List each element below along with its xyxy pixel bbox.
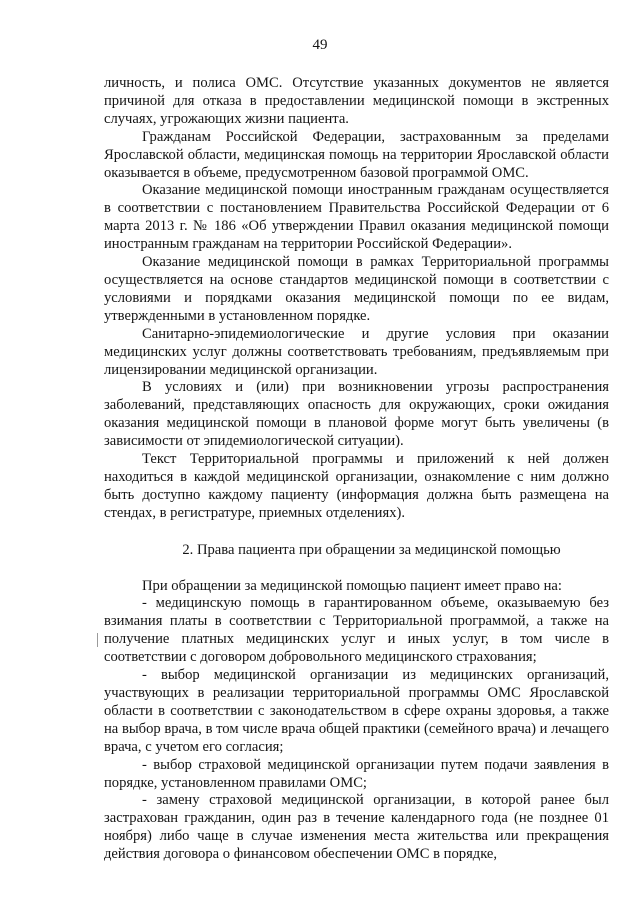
- page-number: 49: [312, 37, 328, 53]
- list-item: - выбор медицинской организации из медицинских организаций, участвующих в реализации территориальной программы ОМС Ярославской области в соответствии с законодательством в сфере охраны здоровья, а также на выбор врача, в том числе врача общей практики (семейного врача) и лечащего врача, с учетом его согласия;: [104, 667, 609, 755]
- paragraph: Оказание медицинской помощи в рамках Территориальной программы осуществляется на основе стандартов медицинской помощи в соответствии с условиями и порядками оказания медицинской помощи по ее видам, утвержденными в установленном порядке.: [104, 254, 609, 324]
- paragraph: Оказание медицинской помощи иностранным гражданам осуществляется в соответствии с постановлением Правительства Российской Федерации от 6 марта 2013 г. № 186 «Об утверждении Правил оказания медицинской помощи иностранным гражданам на территории Российской Федерации».: [104, 182, 609, 253]
- paragraph: Текст Территориальной программы и приложений к ней должен находиться в каждой медицинской организации, ознакомление с ним должно быть доступно каждому пациенту (информация должна быть размещена на стендах, в регистратуре, приемных отделениях).: [104, 451, 609, 521]
- scan-edge-mark: [97, 633, 98, 647]
- paragraph: В условиях и (или) при возникновении угрозы распространения заболеваний, представляющих опасность для окружающих, сроки ожидания оказания медицинской помощи в плановой форме могут быть увеличены (в зависимости от эпидемиологической ситуации).: [104, 379, 609, 450]
- list-item: - медицинскую помощь в гарантированном объеме, оказываемую без взимания платы в соответствии с Территориальной программой, а также на получение платных медицинских услуг и иных услуг, в том числе в соответствии с договором добровольного медицинского страхования;: [104, 595, 609, 666]
- paragraph: личность, и полиса ОМС. Отсутствие указанных документов не является причиной для отказа в предоставлении медицинской помощи в экстренных случаях, угрожающих жизни пациента.: [104, 75, 609, 127]
- paragraph: Гражданам Российской Федерации, застрахованным за пределами Ярославской области, медицинская помощь на территории Ярославской области оказывается в объеме, предусмотренном базовой программой ОМС.: [104, 128, 609, 181]
- paragraph: Санитарно-эпидемиологические и другие условия при оказании медицинских услуг должны соответствовать требованиям, предъявляемым при лицензировании медицинской организации.: [104, 325, 609, 378]
- section-intro: При обращении за медицинской помощью пациент имеет право на:: [142, 577, 562, 594]
- list-item: - замену страховой медицинской организации, в которой ранее был застрахован гражданин, один раз в течение календарного года (не позднее 01 ноября) либо чаще в случае изменения места жительства или прекращения действия договора о финансовом обеспечении ОМС в порядке,: [104, 792, 609, 863]
- list-item: - выбор страховой медицинской организации путем подачи заявления в порядке, установленном правилами ОМС;: [104, 756, 609, 791]
- page-content: [104, 75, 609, 864]
- section-heading: 2. Права пациента при обращении за медицинской помощью: [182, 541, 561, 558]
